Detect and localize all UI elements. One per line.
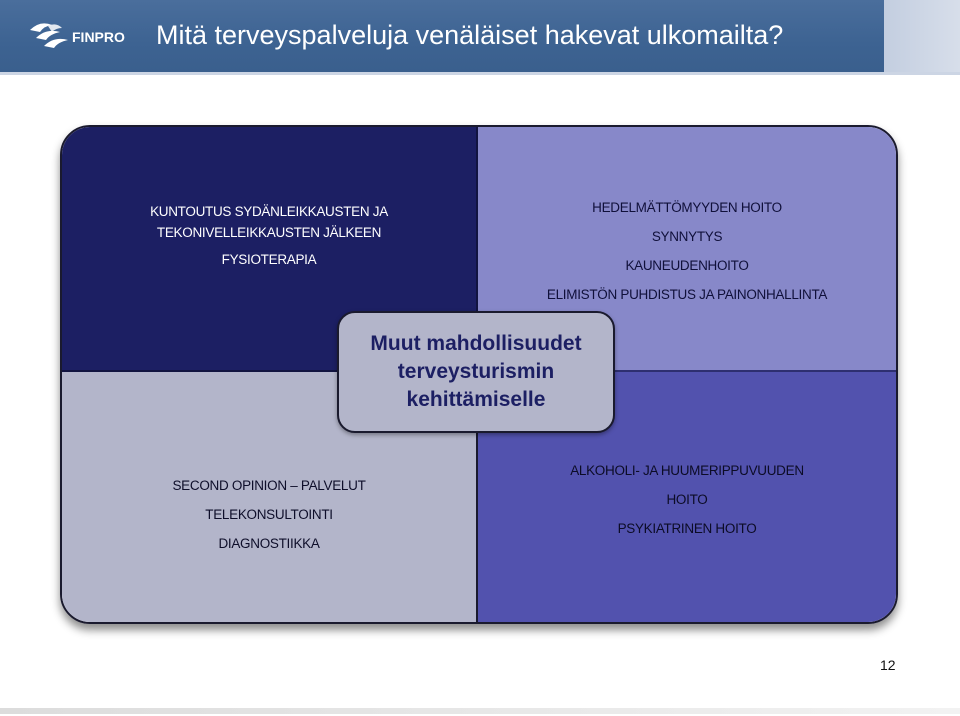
logo-text: FINPRO [72,29,125,45]
header-divider [0,72,960,75]
quadrant-text: KUNTOUTUS SYDÄNLEIKKAUSTEN JA [150,204,388,219]
center-text: Muut mahdollisuudet [370,332,582,355]
quadrant-text: HOITO [666,492,708,507]
quadrant-text: ALKOHOLI- JA HUUMERIPPUVUUDEN [570,463,804,478]
quadrant-text: TELEKONSULTOINTI [205,507,333,522]
quadrant-text: TEKONIVELLEIKKAUSTEN JÄLKEEN [156,225,382,240]
quadrant-text: SECOND OPINION – PALVELUT [172,478,366,493]
quadrant-text: SYNNYTYS [651,229,723,244]
center-box [337,311,615,433]
quadrant-text: KAUNEUDENHOITO [625,258,749,273]
quadrant-text: FYSIOTERAPIA [221,252,317,267]
center-text: kehittämiselle [406,388,546,411]
page-title: Mitä terveyspalveluja venäläiset hakevat ulkomailta? [156,20,784,50]
finpro-logo-icon [26,16,146,54]
quadrant-text: PSYKIATRINEN HOITO [617,521,757,536]
page-number: 12 [880,657,896,673]
quadrant-text: HEDELMÄTTÖMYYDEN HOITO [592,200,782,215]
finpro-logo [26,16,146,54]
footer-divider [0,708,960,714]
quadrant-text: ELIMISTÖN PUHDISTUS JA PAINONHALLINTA [546,287,828,302]
header-accent [884,0,960,72]
quadrant-text: DIAGNOSTIIKKA [218,536,320,551]
center-text: terveysturismin [397,360,555,383]
